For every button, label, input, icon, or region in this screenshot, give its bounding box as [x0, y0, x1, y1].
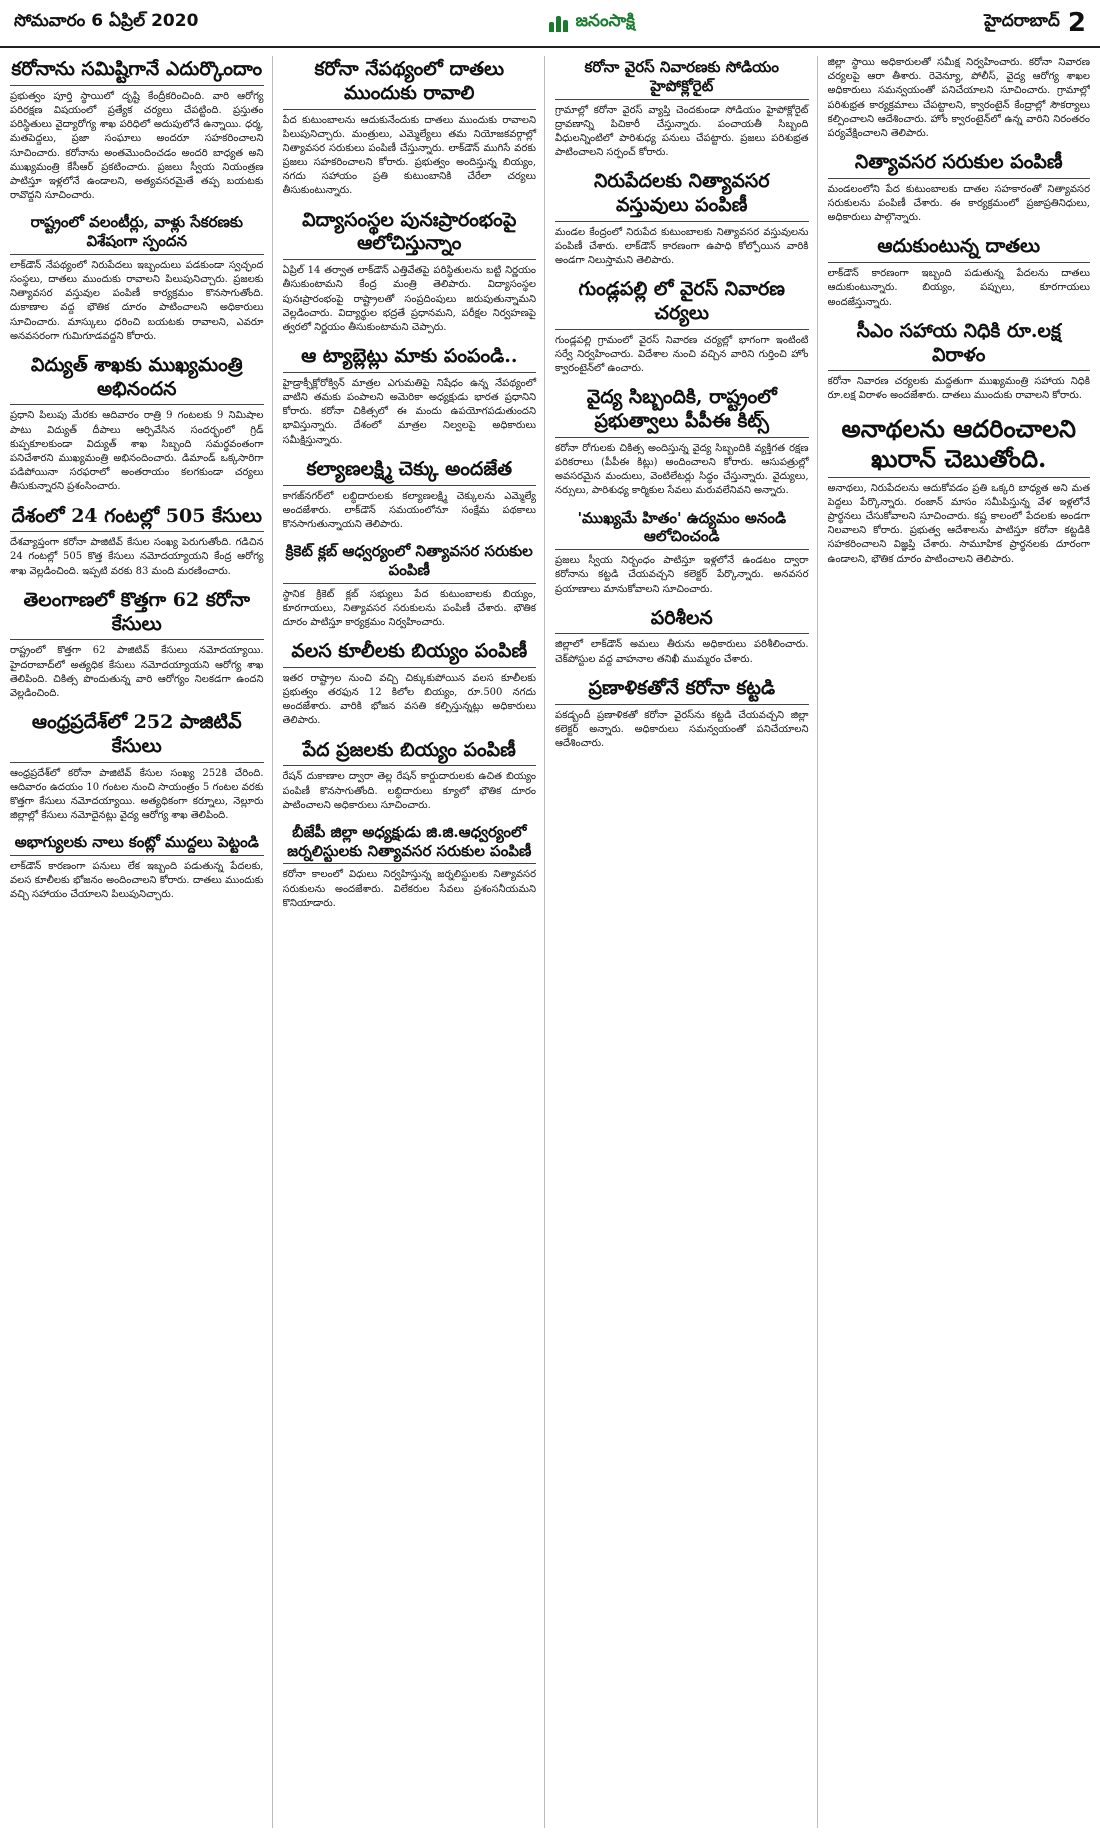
article-headline: క్రికెట్ క్లబ్ ఆధ్వర్యంలో నిత్యావసర సరుకుల పంపిణీ	[283, 542, 537, 584]
article-headline: నిత్యావసర సరుకుల పంపిణీ	[828, 151, 1091, 179]
article	[283, 640, 537, 729]
article-headline: వలస కూలీలకు బియ్యం పంపిణీ	[283, 640, 537, 668]
article-headline: ప్రణాళికతోనే కరోనా కట్టడి	[555, 677, 809, 705]
article-headline: ఆ ట్యాబ్లెట్లు మాకు పంపండి..	[283, 345, 537, 373]
article	[555, 278, 809, 376]
article-headline: దేశంలో 24 గంటల్లో 505 కేసులు	[10, 505, 264, 533]
article-body: మండల కేంద్రంలో నిరుపేద కుటుంబాలకు నిత్యావసర వస్తువులను పంపిణీ చేశారు. లాక్‌డౌన్ కారణంగా ఉపాధి కోల్పోయిన వారికి అండగా నిలుస్తామని తెలిపారు.	[555, 226, 809, 267]
article	[283, 58, 537, 199]
article	[828, 235, 1091, 309]
article	[283, 542, 537, 630]
column-3	[555, 56, 818, 1828]
newspaper-logo	[548, 11, 635, 35]
article	[555, 509, 809, 597]
article-headline: బీజేపీ జిల్లా అధ్యక్షుడు జి.జి.ఆధ్వర్యంలో జర్నలిస్టులకు నిత్యావసర సరుకుల పంపిణీ	[283, 823, 537, 865]
article	[828, 56, 1091, 141]
article-headline: వైద్య సిబ్బందికి, రాష్ట్రంలో ప్రభుత్వాలు పీపీఈ కిట్స్	[555, 386, 809, 438]
article-body: పేద కుటుంబాలను ఆదుకునేందుకు దాతలు ముందుకు రావాలని పిలుపునిచ్చారు. మంత్రులు, ఎమ్మెల్యేలు తమ నియోజకవర్గాల్లో నిత్యావసర సరుకులు పంపిణీ చేస్తున్నారు. లాక్‌డౌన్ ముగిసే వరకు ప్రజలు సహకరించాలని కోరారు. ప్రభుత్వం అందిస్తున్న బియ్యం, నగదు సహాయం ప్రతి కుటుంబానికి చేరేలా చర్యలు తీసుకుంటున్నారు.	[282, 114, 536, 197]
article-body: కాగజ్‌నగర్‌లో లబ్ధిదారులకు కల్యాణలక్ష్మి చెక్కులను ఎమ్మెల్యే అందజేశారు. లాక్‌డౌన్ సమయంలోనూ సంక్షేమ పథకాలు కొనసాగుతున్నాయని తెలిపారు.	[282, 490, 536, 530]
article	[10, 505, 264, 579]
article-body: మండలంలోని పేద కుటుంబాలకు దాతల సహకారంతో నిత్యావసర సరుకులను పంపిణీ చేశారు. ఈ కార్యక్రమంలో ప్రజాప్రతినిధులు, అధికారులు పాల్గొన్నారు.	[827, 183, 1090, 224]
article-body: ప్రజలు స్వీయ నిర్బంధం పాటిస్తూ ఇళ్లలోనే ఉండటం ద్వారా కరోనాను కట్టడి చేయవచ్చని కలెక్టర్ పేర్కొన్నారు. అనవసర ప్రయాణాలు మానుకోవాలని సూచించారు.	[555, 555, 809, 595]
newspaper-name: జనంసాక్షి	[575, 11, 635, 31]
article-headline: కరోనా వైరస్ నివారణకు సోడియం హైపోక్లోరైట్	[555, 58, 809, 100]
masthead	[0, 0, 1100, 48]
article-body: ఇతర రాష్ట్రాల నుంచి వచ్చి చిక్కుకుపోయిన వలస కూలీలకు ప్రభుత్వం తరఫున 12 కిలోల బియ్యం, రూ.500 నగదు అందజేశారు. వారికి భోజన వసతి కల్పిస్తున్నట్లు అధికారులు తెలిపారు.	[282, 672, 536, 727]
article-headline: గుండ్లపల్లి లో వైరస్ నివారణ చర్యలు	[555, 278, 809, 330]
column-4	[828, 56, 1091, 1828]
article-headline: కల్యాణలక్ష్మి చెక్కు అందజేత	[283, 458, 537, 486]
article-body: కరోనా కాలంలో విధులు నిర్వహిస్తున్న జర్నలిస్టులకు నిత్యావసర సరుకులను అందజేశారు. విలేకరుల సేవలు ప్రశంసనీయమని కొనియాడారు.	[282, 869, 536, 909]
article	[10, 833, 264, 902]
article-headline: పరిశీలన	[555, 607, 809, 635]
issue-date: సోమవారం 6 ఏప్రిల్ 2020	[14, 11, 199, 31]
article	[10, 589, 264, 701]
edition-city: హైదరాబాద్	[984, 11, 1060, 31]
article-headline: నిరుపేదలకు నిత్యావసర వస్తువులు పంపిణీ	[555, 170, 809, 222]
article-body: ఏప్రిల్ 14 తర్వాత లాక్‌డౌన్ ఎత్తివేతపై పరిస్థితులను బట్టి నిర్ణయం తీసుకుంటామని కేంద్ర మంత్రి తెలిపారు. విద్యాసంస్థల పునఃప్రారంభంపై రాష్ట్రాలతో సంప్రదింపులు జరుపుతున్నామని వెల్లడించారు. విద్యార్థుల భద్రతే ప్రధానమని, పరీక్షల నిర్వహణపై త్వరలో నిర్ణయం తీసుకుంటామని చెప్పారు.	[282, 265, 536, 333]
article	[10, 213, 264, 344]
article	[828, 151, 1091, 225]
article-body: లాక్‌డౌన్ కారణంగా ఇబ్బంది పడుతున్న పేదలను దాతలు ఆదుకుంటున్నారు. బియ్యం, పప్పులు, కూరగాయలు అందజేస్తున్నారు.	[827, 268, 1090, 308]
article-headline: ఆంధ్రప్రదేశ్‌లో 252 పాజిటివ్ కేసులు	[10, 711, 264, 763]
article-headline: ఆదుకుంటున్న దాతలు	[828, 235, 1091, 263]
article	[555, 58, 809, 160]
article	[555, 170, 809, 268]
article-body: లాక్‌డౌన్ నేపథ్యంలో నిరుపేదలు ఇబ్బందులు పడకుండా స్వచ్ఛంద సంస్థలు, దాతలు ముందుకు రావాలని పిలుపునిచ్చారు. ప్రజలకు నిత్యావసర వస్తువుల పంపిణీ కార్యక్రమం కొనసాగుతోంది. దుకాణాల వద్ద భౌతిక దూరం పాటించాలని అధికారులు సూచించారు. మాస్కులు ధరించి బయటకు రావాలని, ఎవరూ అనవసరంగా గుమిగూడవద్దని కోరారు.	[10, 259, 264, 342]
article	[10, 711, 264, 823]
article-body: జిల్లా స్థాయి అధికారులతో సమీక్ష నిర్వహించారు. కరోనా నివారణ చర్యలపై ఆరా తీశారు. రెవెన్యూ, పోలీస్, వైద్య ఆరోగ్య శాఖల అధికారులు సమన్వయంతో పనిచేయాలని సూచించారు. గ్రామాల్లో పరిశుభ్రత కార్యక్రమాలు చేపట్టాలని, క్వారంటైన్ కేంద్రాల్లో సౌకర్యాలు కల్పించాలని ఆదేశించారు. హోం క్వారంటైన్‌లో ఉన్న వారిని నిరంతరం పర్యవేక్షించాలని తెలిపారు.	[827, 57, 1090, 139]
article	[283, 209, 537, 335]
article	[10, 58, 264, 203]
article	[283, 739, 537, 813]
article-body: గ్రామాల్లో కరోనా వైరస్ వ్యాప్తి చెందకుండా సోడియం హైపోక్లోరైట్ ద్రావణాన్ని పిచికారీ చేస్తున్నారు. పంచాయతీ సిబ్బంది వీధులన్నింటిలో పారిశుధ్య పనులు చేపట్టారు. ప్రజలు పరిశుభ్రత పాటించాలని సర్పంచ్ కోరారు.	[555, 104, 809, 159]
article-headline: విద్యుత్ శాఖకు ముఖ్యమంత్రి అభినందన	[10, 354, 264, 406]
column-2	[283, 56, 546, 1828]
article-body: రాష్ట్రంలో కొత్తగా 62 పాజిటివ్ కేసులు నమోదయ్యాయి. హైదరాబాద్‌లో అత్యధిక కేసులు నమోదయ్యాయని ఆరోగ్య శాఖ తెలిపింది. చికిత్స పొందుతున్న వారి ఆరోగ్యం నిలకడగా ఉందని వెల్లడించింది.	[10, 645, 264, 699]
article-body: కరోనా నివారణ చర్యలకు మద్దతుగా ముఖ్యమంత్రి సహాయ నిధికి రూ.లక్ష విరాళం అందజేశారు. దాతలు ముందుకు రావాలని కోరారు.	[827, 376, 1090, 402]
article-headline: కరోనా నేపథ్యంలో దాతలు ముందుకు రావాలి	[283, 58, 537, 110]
article-headline: రాష్ట్రంలో వలంటీర్లు, వాళ్లు సేకరణకు విశేషంగా స్పందన	[10, 213, 264, 255]
article-body: రేషన్ దుకాణాల ద్వారా తెల్ల రేషన్ కార్డుదారులకు ఉచిత బియ్యం పంపిణీ కొనసాగుతోంది. లబ్ధిదారులు క్యూలో భౌతిక దూరం పాటించాలని అధికారులు సూచించారు.	[282, 771, 536, 811]
article-headline: అనాథలను ఆదరించాలని ఖురాన్ చెబుతోంది.	[828, 414, 1091, 478]
page-number: 2	[1067, 8, 1086, 38]
article	[828, 414, 1091, 567]
article-body: జిల్లాలో లాక్‌డౌన్ అమలు తీరును అధికారులు పరిశీలించారు. చెక్‌పోస్టుల వద్ద వాహనాల తనిఖీ ముమ్మరం చేశారు.	[555, 639, 809, 665]
article-headline: 'ముఖ్యమే హితం' ఉద్యమం అనండి ఆలోచించండి	[555, 509, 809, 551]
article	[283, 345, 537, 448]
column-1	[10, 56, 273, 1828]
article-headline: అభాగ్యులకు నాలు కంట్లో ముద్దలు పెట్టండి	[10, 833, 264, 856]
article-body: పకడ్బందీ ప్రణాళికతో కరోనా వైరస్‌ను కట్టడి చేయవచ్చని జిల్లా కలెక్టర్ అన్నారు. అధికారులు సమన్వయంతో పనిచేయాలని ఆదేశించారు.	[555, 709, 809, 749]
article	[555, 386, 809, 498]
article-body: స్థానిక క్రికెట్ క్లబ్ సభ్యులు పేద కుటుంబాలకు బియ్యం, కూరగాయలు, నిత్యావసర సరుకులను పంపిణీ చేశారు. భౌతిక దూరం పాటిస్తూ కార్యక్రమం నిర్వహించారు.	[282, 588, 536, 628]
article-headline: పేద ప్రజలకు బియ్యం పంపిణీ	[283, 739, 537, 767]
article	[283, 823, 537, 911]
article	[555, 677, 809, 751]
article-headline: విద్యాసంస్థల పునఃప్రారంభంపై ఆలోచిస్తున్నాం	[283, 209, 537, 261]
article-body: గుండ్లపల్లి గ్రామంలో వైరస్ నివారణ చర్యల్లో భాగంగా ఇంటింటి సర్వే నిర్వహించారు. విదేశాల నుంచి వచ్చిన వారిని గుర్తించి హోం క్వారంటైన్‌లో ఉంచారు.	[555, 334, 809, 375]
article	[555, 607, 809, 667]
logo-icon	[548, 12, 570, 34]
article-body: అనాథలు, నిరుపేదలను ఆదుకోవడం ప్రతి ఒక్కరి బాధ్యత అని మత పెద్దలు పేర్కొన్నారు. రంజాన్ మాసం సమీపిస్తున్న వేళ ఇళ్లలోనే ప్రార్థనలు చేసుకోవాలని సూచించారు. కష్ట కాలంలో పేదలకు అండగా నిలవాలని కోరారు. ప్రభుత్వ ఆదేశాలను పాటిస్తూ కరోనా కట్టడికి సహకరించాలని విజ్ఞప్తి చేశారు. సామూహిక ప్రార్థనలకు దూరంగా ఉండాలని, భౌతిక దూరం పాటించాలని తెలిపారు.	[827, 482, 1090, 565]
article-body: ప్రభుత్వం పూర్తి స్థాయిలో దృష్టి కేంద్రీకరించింది. వారి ఆరోగ్య పరిరక్షణ విషయంలో ప్రత్యేక చర్యలు చేపట్టింది. ప్రస్తుతం పరిస్థితులు వైద్యారోగ్య శాఖ పరిధిలో అదుపులోనే ఉన్నాయి. ధర్మ, మతపెద్దలు, ప్రజా సంఘాలు అందరూ సహకరించాలని సూచించారు. కరోనాను అంతమొందించడం అందరి బాధ్యత అని ముఖ్యమంత్రి కేసీఆర్ ప్రకటించారు. ప్రజలు స్వీయ నియంత్రణ పాటిస్తూ ఇళ్లలోనే ఉండాలని, అత్యవసరమైతే తప్ప బయటకు రావొద్దని సూచించారు.	[10, 90, 264, 202]
article-body: దేశవ్యాప్తంగా కరోనా పాజిటివ్ కేసుల సంఖ్య పెరుగుతోంది. గడిచిన 24 గంటల్లో 505 కొత్త కేసులు నమోదయ్యాయని కేంద్ర ఆరోగ్య శాఖ వెల్లడించింది. ఇప్పటి వరకు 83 మంది మరణించారు.	[10, 537, 264, 577]
newspaper-page	[0, 48, 1100, 1828]
article	[10, 354, 264, 495]
article-body: లాక్‌డౌన్ కారణంగా పనులు లేక ఇబ్బంది పడుతున్న పేదలకు, వలస కూలీలకు భోజనం అందించాలని కోరారు. దాతలు ముందుకు వచ్చి సహాయం చేయాలని పిలుపునిచ్చారు.	[10, 861, 264, 901]
masthead-right	[984, 8, 1086, 38]
article-body: కరోనా రోగులకు చికిత్స అందిస్తున్న వైద్య సిబ్బందికి వ్యక్తిగత రక్షణ పరికరాలు (పీపీఈ కిట్లు) అందించాలని కోరారు. ఆసుపత్రుల్లో అవసరమైన మందులు, వెంటిలేటర్లు సిద్ధం చేస్తున్నారు. వైద్యులు, నర్సులు, పారిశుధ్య కార్మికుల సేవలు మరువలేనివని అన్నారు.	[555, 442, 809, 497]
article-headline: కరోనాను సమిష్టిగానే ఎదుర్కొందాం	[10, 58, 264, 86]
article	[283, 458, 537, 532]
article-body: హైడ్రాక్సీక్లోరోక్విన్ మాత్రల ఎగుమతిపై నిషేధం ఉన్న నేపథ్యంలో వాటిని తమకు పంపాలని అమెరికా అధ్యక్షుడు భారత ప్రధానిని కోరారు. కరోనా చికిత్సలో ఈ మందు ఉపయోగపడుతుందని భావిస్తున్నారు. దేశంలో మాత్రల నిల్వలపై అధికారులు సమీక్షిస్తున్నారు.	[282, 377, 536, 446]
article-headline: సీఎం సహాయ నిధికి రూ.లక్ష విరాళం	[828, 320, 1091, 372]
article	[828, 320, 1091, 404]
article-body: ప్రధాని పిలుపు మేరకు ఆదివారం రాత్రి 9 గంటలకు 9 నిమిషాల పాటు విద్యుత్ దీపాలు ఆర్పివేసిన సందర్భంలో గ్రిడ్ కుప్పకూలకుండా విద్యుత్ శాఖ సిబ్బంది సమర్థవంతంగా పనిచేశారని ముఖ్యమంత్రి అభినందించారు. డిమాండ్ ఒక్కసారిగా పడిపోయినా సరఫరాలో అంతరాయం కలగకుండా చర్యలు తీసుకున్నారని ప్రశంసించారు.	[10, 410, 264, 493]
article-body: ఆంధ్రప్రదేశ్‌లో కరోనా పాజిటివ్ కేసుల సంఖ్య 252కి చేరింది. ఆదివారం ఉదయం 10 గంటల నుంచి సాయంత్రం 5 గంటల వరకు కొత్తగా కేసులు నమోదయ్యాయి. అత్యధికంగా కర్నూలు, నెల్లూరు జిల్లాల్లో కేసులు నమోదైనట్లు వైద్య ఆరోగ్య శాఖ తెలిపింది.	[10, 767, 264, 822]
article-headline: తెలంగాణలో కొత్తగా 62 కరోనా కేసులు	[10, 589, 264, 641]
